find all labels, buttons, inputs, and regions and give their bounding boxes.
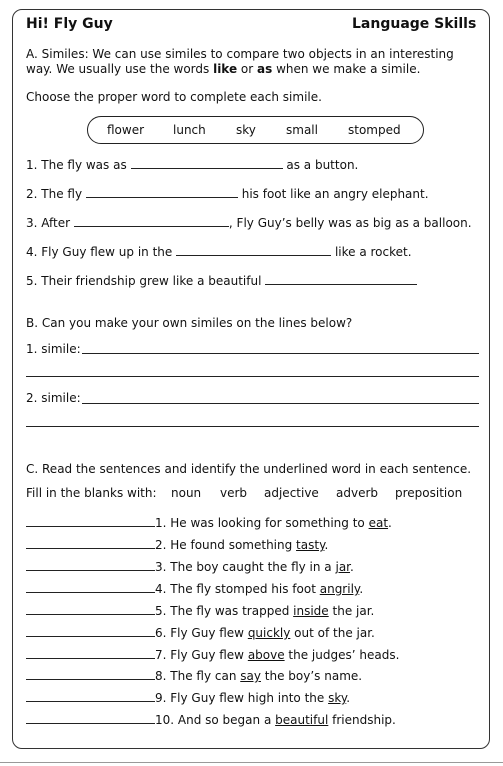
identify-item: 9. Fly Guy flew high into the sky. <box>26 690 350 706</box>
answer-blank[interactable] <box>26 537 155 549</box>
identify-item: 4. The fly stomped his foot angrily. <box>26 581 363 597</box>
simile-question-5: 5. Their friendship grew like a beautiful <box>26 273 417 289</box>
simile-question-3: 3. After , Fly Guy’s belly was as big as a balloon. <box>26 216 472 230</box>
simile-2-line[interactable] <box>82 403 479 404</box>
part-of-speech-option: adverb <box>336 486 379 500</box>
simile-1-line[interactable] <box>82 353 479 354</box>
simile-question-4: 4. Fly Guy flew up in the like a rocket. <box>26 245 412 259</box>
page-bottom-rule <box>0 762 503 763</box>
answer-blank[interactable] <box>26 712 155 724</box>
answer-blank[interactable] <box>131 157 283 169</box>
section-a-instruction: Choose the proper word to complete each simile. <box>26 90 322 104</box>
section-b-prompt: B. Can you make your own similes on the lines below? <box>26 316 353 330</box>
answer-blank[interactable] <box>26 690 155 702</box>
underlined-word: inside <box>293 604 329 618</box>
underlined-word: angrily <box>319 582 360 596</box>
answer-blank[interactable] <box>74 215 229 227</box>
underlined-word: beautiful <box>275 713 329 727</box>
section-c-prompt: C. Read the sentences and identify the underlined word in each sentence. <box>26 462 472 476</box>
part-of-speech-option: verb <box>220 486 248 500</box>
underlined-word: sky <box>328 691 347 705</box>
simile-1-line-2[interactable] <box>26 376 479 377</box>
simile-1-label: 1. simile: <box>26 342 81 356</box>
underlined-word: quickly <box>247 626 291 640</box>
word-bank-item: lunch <box>173 123 206 137</box>
simile-2-line-2[interactable] <box>26 426 479 427</box>
answer-blank[interactable] <box>26 668 155 680</box>
underlined-word: above <box>247 648 285 662</box>
word-bank-item: stomped <box>348 123 401 137</box>
answer-blank[interactable] <box>26 647 155 659</box>
worksheet-subject: Language Skills <box>352 16 477 32</box>
answer-blank[interactable] <box>26 603 155 615</box>
simile-2-label: 2. simile: <box>26 391 81 405</box>
identify-item: 1. He was looking for something to eat. <box>26 515 392 531</box>
answer-blank[interactable] <box>26 515 155 527</box>
section-a-intro-line-2: way. We usually use the words like or as when we make a simile. <box>26 62 421 76</box>
word-bank-item: flower <box>107 123 145 137</box>
identify-item: 10. And so began a beautiful friendship. <box>26 712 396 728</box>
word-bank-item: sky <box>236 123 256 137</box>
fill-in-label: Fill in the blanks with: <box>26 486 157 500</box>
answer-blank[interactable] <box>265 273 417 285</box>
worksheet-title: Hi! Fly Guy <box>26 16 113 32</box>
answer-blank[interactable] <box>26 559 155 571</box>
identify-item: 7. Fly Guy flew above the judges’ heads. <box>26 647 399 663</box>
underlined-word: jar <box>335 560 351 574</box>
section-a-intro-line-1: A. Similes: We can use similes to compare two objects in an interesting <box>26 47 454 61</box>
answer-blank[interactable] <box>26 625 155 637</box>
part-of-speech-option: preposition <box>395 486 463 500</box>
part-of-speech-option: noun <box>171 486 202 500</box>
keyword-as: as <box>257 62 273 76</box>
keyword-like: like <box>213 62 238 76</box>
identify-item: 2. He found something tasty. <box>26 537 328 553</box>
answer-blank[interactable] <box>86 186 238 198</box>
word-bank-item: small <box>286 123 318 137</box>
identify-item: 5. The fly was trapped inside the jar. <box>26 603 374 619</box>
identify-item: 3. The boy caught the fly in a jar. <box>26 559 354 575</box>
identify-item: 6. Fly Guy flew quickly out of the jar. <box>26 625 375 641</box>
answer-blank[interactable] <box>26 581 155 593</box>
simile-question-1: 1. The fly was as as a button. <box>26 158 359 172</box>
underlined-word: eat <box>368 516 389 530</box>
answer-blank[interactable] <box>176 244 331 256</box>
underlined-word: say <box>240 669 261 683</box>
part-of-speech-option: adjective <box>264 486 319 500</box>
identify-item: 8. The fly can say the boy’s name. <box>26 668 362 684</box>
simile-question-2: 2. The fly his foot like an angry elephant. <box>26 187 429 201</box>
underlined-word: tasty <box>296 538 325 552</box>
